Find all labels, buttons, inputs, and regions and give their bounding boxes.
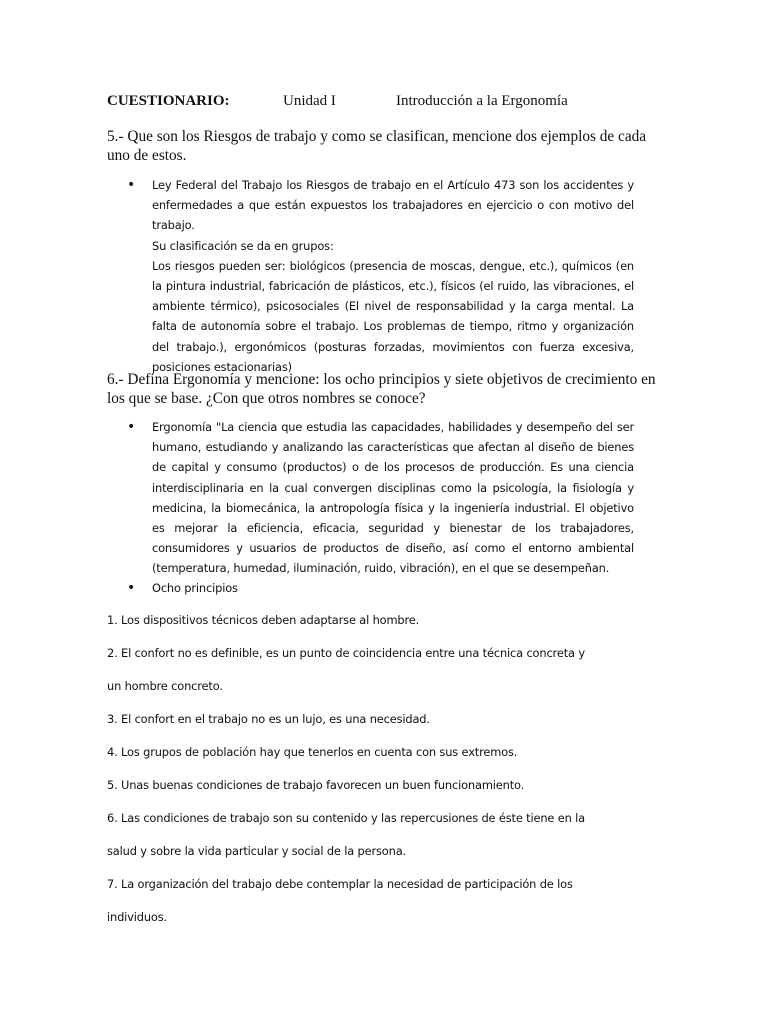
answer-6-bullet [127,417,634,579]
principle-line: 4. Los grupos de población hay que tenerlos en cuenta con sus extremos. [107,745,518,759]
ergonomics-definition: Ergonomía "La ciencia que estudia las capacidades, habilidades y desempeño del ser humano, estudiando y analizando las características que afectan al diseño de bienes de capital y consumo (productos) o de los procesos de producción. Es una ciencia interdisciplinaria en la cual convergen disciplinas como la psicología, la fisiología y medicina, la biomecánica, la antropología física y la ingeniería industrial. El objetivo es mejorar la eficiencia, eficacia, seguridad y bienestar de los trabajadores, consumidores y usuarios de productos de diseño, así como el entorno ambiental (temperatura, humedad, iluminación, ruido, vibración), en el que se desempeñan. [152,420,634,576]
header-label: CUESTIONARIO: [107,93,230,109]
principle-line: un hombre concreto. [107,679,223,693]
principle-line: salud y sobre la vida particular y social de la persona. [107,844,406,858]
principle-line: 3. El confort en el trabajo no es un lujo, es una necesidad. [107,712,430,726]
principle-line: 2. El confort no es definible, es un punto de coincidencia entre una técnica concreta y [107,646,585,660]
principles-heading: Ocho principios [152,581,238,595]
answer-5-groups: Su clasificación se da en grupos: [152,238,334,253]
principle-line: 1. Los dispositivos técnicos deben adaptarse al hombre. [107,613,420,627]
bullet-icon: • [127,177,136,193]
bullet-icon: • [127,580,136,596]
bullet-icon: • [127,419,136,435]
answer-5-intro: Ley Federal del Trabajo los Riesgos de trabajo en el Artículo 473 son los accidentes y enfermedades a que están expuestos los trabajadores en ejercicio o con motivo del trabajo. [152,178,634,233]
header-topic: Introducción a la Ergonomía [396,93,568,109]
question-5: 5.- Que son los Riesgos de trabajo y como se clasifican, mencione dos ejemplos de cada uno de estos. [107,128,647,164]
header-unit: Unidad I [283,93,336,109]
principles-heading-bullet [127,578,634,598]
principle-line: individuos. [107,910,168,924]
principle-line: 7. La organización del trabajo debe contemplar la necesidad de participación de los [107,877,573,891]
principle-line: 6. Las condiciones de trabajo son su contenido y las repercusiones de éste tiene en la [107,811,585,825]
answer-5-types: Los riesgos pueden ser: biológicos (presencia de moscas, dengue, etc.), químicos (en la pintura industrial, fabricación de plásticos, etc.), físicos (el ruido, las vibraciones, el ambiente térmico), psicosociales (El nivel de responsabilidad y la carga mental. La falta de autonomía sobre el trabajo. Los problemas de tiempo, ritmo y organización del trabajo.), ergonómicos (posturas forzadas, movimientos con fuerza excesiva, posiciones estacionarias) [152,258,634,374]
answer-5-bullet [127,175,634,377]
question-6: 6.- Defina Ergonomía y mencione: los ocho principios y siete objetivos de crecimiento en los que se base. ¿Con que otros nombres se conoce? [107,371,656,407]
principle-line: 5. Unas buenas condiciones de trabajo favorecen un buen funcionamiento. [107,778,525,792]
